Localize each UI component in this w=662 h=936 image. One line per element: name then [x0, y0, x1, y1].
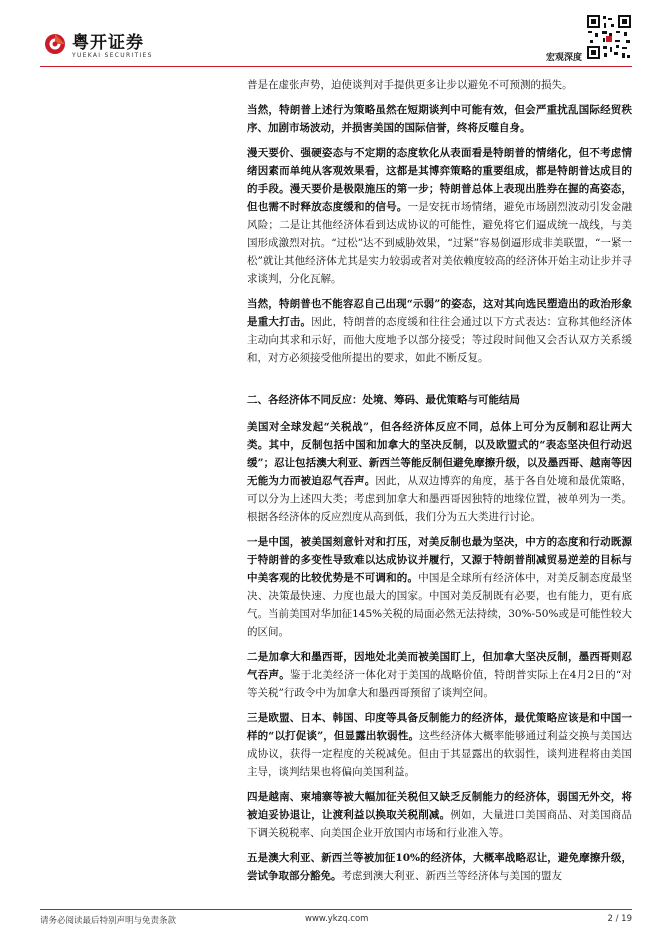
footer-divider	[40, 909, 632, 910]
logo-text-cn: 粤开证券	[72, 33, 144, 53]
paragraph	[247, 648, 632, 702]
paragraph-bold-text: 当然，特朗普上述行为策略虽然在短期谈判中可能有效，但会严重扰乱国际经贸秩序、加剧市场波动，并损害美国的国际信誉，终将反噬自身。	[247, 104, 632, 134]
yuekai-logo-icon	[44, 33, 66, 55]
page-number: 2 / 19	[607, 914, 632, 924]
paragraph	[247, 295, 632, 367]
paragraph	[247, 849, 632, 885]
paragraph-text: 考虑到澳大利亚、新西兰等经济体与美国的盟友	[341, 870, 562, 882]
paragraph-bold-text: 漫天要价、强硬姿态与不定期的态度软化从表面看是特朗普的情绪化，但不考虑情绪因素而单纯从客观效果看，这都是其博弈策略的重要组成，都是特朗普达成目的的手段。漫天要价是极限施压的第一步；特朗普总体上表现出胜券在握的高姿态，但也需不时释放态度缓和的信号。	[247, 147, 632, 213]
company-logo	[44, 33, 194, 63]
paragraph-text: 中国是全球所有经济体中，对美反制态度最坚决、决策最快速、力度也最大的国家。中国对美反制既有必要，也有能力，更有底气。当前美国对华加征145%关税的局面必然无法持续，30%-50%或是可能性较大的区间。	[247, 572, 633, 638]
paragraph	[247, 76, 632, 94]
paragraph-text: 这些经济体大概率能够通过利益交换与美国达成协议，获得一定程度的关税减免。但由于其显露出的软弱性，谈判进程将由美国主导，谈判结果也将偏向美国利益。	[247, 730, 632, 778]
paragraph-bold-text: 三是欧盟、日本、韩国、印度等具备反制能力的经济体，最优策略应该是和中国一样的“以打促谈”，但显露出软弱性。	[247, 712, 632, 742]
paragraph-bold-text: 当然，特朗普也不能容忍自己出现“示弱”的姿态，这对其向选民塑造出的政治形象是重大打击。	[247, 298, 632, 328]
paragraph-bold-text: 四是越南、柬埔寨等被大幅加征关税但又缺乏反制能力的经济体，弱国无外交，将被迫妥协退让，让渡利益以换取关税削减。	[247, 791, 632, 821]
paragraph-text: 因此，特朗普的态度缓和往往会通过以下方式表达：宣称其他经济体主动向其求和示好，而他大度地予以部分接受；等过段时间他又会否认双方关系缓和，对方必须接受他所提出的要求，如此不断反复。	[247, 316, 633, 364]
report-type-label: 宏观深度	[545, 53, 582, 63]
page-header	[0, 0, 662, 72]
header-divider	[40, 66, 632, 67]
paragraph-text: 一是安抚市场情绪，避免市场剧烈波动引发金融风险；二是让其他经济体看到达成协议的可能性，避免将它们逼成统一战线，与美国形成激烈对抗。“过松”达不到威胁效果，“过紧”容易倒逼形成非美联盟，“一紧一松”就让其他经济体尤其是实力较弱或者对美依赖度较高的经济体开始主动让步并寻求谈判，分化瓦解。	[247, 201, 632, 285]
paragraph-text: 例如，大量进口美国商品、对美国商品下调关税税率、向美国企业开放国内市场和行业准入等。	[247, 809, 633, 839]
paragraph-bold-text: 一是中国，被美国刻意针对和打压，对美反制也最为坚决，中方的态度和行动既源于特朗普的多变性导致难以达成协议并履行，又源于特朗普削减贸易逆差的目标与中美客观的比较优势是不可调和的。	[247, 536, 632, 584]
paragraph-text: 因此，从双边博弈的角度，基于各自处境和最优策略，可以分为上述四大类；考虑到加拿大和墨西哥因独特的地缘位置，被单列为一类。根据各经济体的反应烈度从高到低，我们分为五大类进行讨论。	[247, 475, 633, 523]
article-body	[247, 76, 632, 892]
page-footer	[40, 909, 632, 929]
paragraph-text: 普是在虚张声势，迫使谈判对手提供更多让步以避免不可预测的损失。	[247, 79, 573, 91]
footer-disclaimer: 请务必阅读最后特别声明与免责条款	[40, 916, 177, 926]
paragraph	[247, 418, 632, 526]
section-heading: 二、各经济体不同反应：处境、筹码、最优策略与可能结局	[247, 394, 520, 406]
paragraph-bold-text: 二是加拿大和墨西哥，因地处北美而被美国盯上，但加拿大坚决反制，墨西哥则忍气吞声。	[247, 651, 632, 681]
paragraph-bold-text: 美国对全球发起“关税战”，但各经济体反应不同，总体上可分为反制和忍让两大类。其中，反制包括中国和加拿大的坚决反制，以及欧盟式的“表态坚决但行动迟缓”；忍让包括澳大利亚、新西兰等能反制但避免摩擦升级，以及墨西哥、越南等因无能为力而被迫忍气吞声。	[247, 421, 632, 487]
qr-code-icon	[586, 14, 632, 60]
paragraph	[247, 788, 632, 842]
paragraph	[247, 533, 632, 641]
paragraph	[247, 144, 632, 288]
footer-url[interactable]: www.ykzq.com	[305, 914, 369, 924]
logo-text-en: YUEKAI SECURITIES	[72, 52, 153, 59]
paragraph-bold-text: 五是澳大利亚、新西兰等被加征10%的经济体，大概率战略忍让，避免摩擦升级，尝试争取部分豁免。	[247, 852, 632, 882]
paragraph	[247, 101, 632, 137]
paragraph	[247, 709, 632, 781]
paragraph-text: 鉴于北美经济一体化对于美国的战略价值，特朗普实际上在4月2日的“对等关税”行政令中为加拿大和墨西哥预留了谈判空间。	[247, 669, 632, 699]
